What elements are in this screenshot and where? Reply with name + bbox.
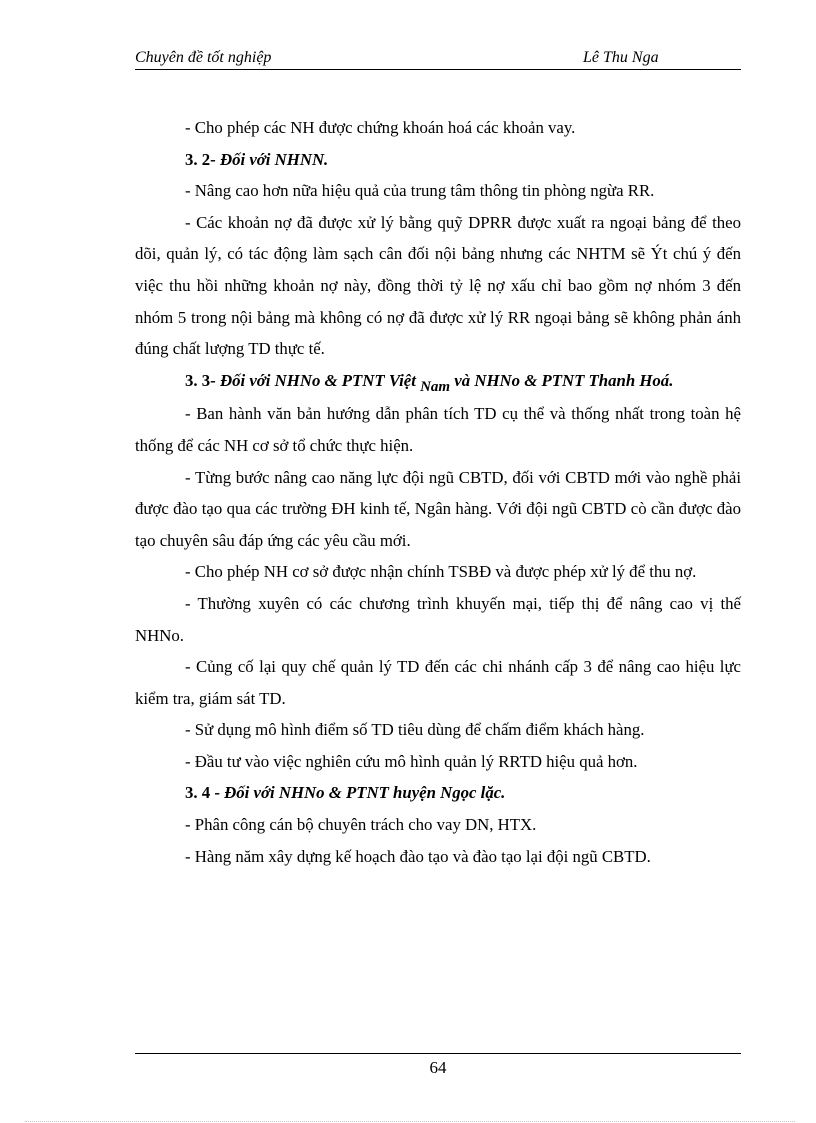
section-heading-3-4: [135, 777, 741, 809]
section-title-part-b: và NHNo & PTNT Thanh Hoá.: [454, 370, 674, 390]
paragraph: - Phân công cán bộ chuyên trách cho vay DN, HTX.: [185, 815, 537, 835]
page-header: [135, 47, 741, 70]
section-title-part-a: Đối với NHNo & PTNT Việt: [219, 370, 416, 390]
paragraph: - Cho phép NH cơ sở được nhận chính TSBĐ và được phép xử lý để thu nợ.: [185, 562, 697, 582]
paragraph: - Cho phép các NH được chứng khoán hoá các khoản vay.: [185, 118, 576, 137]
section-heading-3-3: [135, 365, 741, 399]
paragraph: - Ban hành văn bản hướng dẫn phân tích TD cụ thể và thống nhất trong toàn hệ thống để các NH cơ sở tổ chức thực hiện.: [135, 404, 741, 455]
paragraph: - Sử dụng mô hình điểm số TD tiêu dùng để chấm điểm khách hàng.: [185, 720, 645, 740]
section-number: 3. 3-: [185, 370, 216, 390]
page-edge-divider: [25, 1121, 795, 1122]
paragraph: - Củng cố lại quy chế quản lý TD đến các chi nhánh cấp 3 để nâng cao hiệu lực kiểm tra, giám sát TD.: [135, 657, 741, 708]
footer-divider: [135, 1053, 741, 1054]
section-title-subscript: Nam: [420, 378, 451, 395]
section-number: 3. 4 -: [185, 783, 220, 803]
section-number: 3. 2-: [185, 149, 216, 169]
page-number: 64: [429, 1058, 447, 1077]
paragraph: - Đầu tư vào việc nghiên cứu mô hình quản lý RRTD hiệu quả hơn.: [185, 751, 638, 771]
section-title: Đối với NHNo & PTNT huyện Ngọc lặc.: [224, 783, 506, 803]
paragraph: - Hàng năm xây dựng kế hoạch đào tạo và đào tạo lại đội ngũ CBTD.: [185, 846, 651, 866]
paragraph: - Từng bước nâng cao năng lực đội ngũ CBTD, đối với CBTD mới vào nghề phải được đào tạo qua các trường ĐH kinh tế, Ngân hàng. Với đội ngũ CBTD cò cần được đào tạo chuyên sâu đáp ứng các yêu cầu mới.: [135, 467, 741, 550]
header-document-type: Chuyên đề tốt nghiệp: [135, 49, 272, 66]
paragraph: - Các khoản nợ đã được xử lý bằng quỹ DPRR được xuất ra ngoại bảng để theo dõi, quản lý, có tác động làm sạch cân đối nội bảng nhưng các NHTM sẽ Ýt chú ý đến việc thu hồi những khoản nợ này, đồng thời tỷ lệ nợ xấu chỉ bao gồm nợ nhóm 3 đến nhóm 5 trong nội bảng mà không có nợ đã được xử lý RR ngoại bảng sẽ không phản ánh đúng chất lượng TD thực tế.: [135, 212, 741, 359]
header-author: Lê Thu Nga: [583, 49, 659, 66]
section-heading-3-2: [135, 144, 741, 176]
paragraph: - Thường xuyên có các chương trình khuyến mại, tiếp thị để nâng cao vị thế NHNo.: [135, 593, 741, 645]
paragraph: - Nâng cao hơn nữa hiệu quả của trung tâm thông tin phòng ngừa RR.: [185, 181, 655, 201]
section-title: Đối với NHNN.: [219, 149, 329, 169]
page-body: [135, 112, 741, 872]
